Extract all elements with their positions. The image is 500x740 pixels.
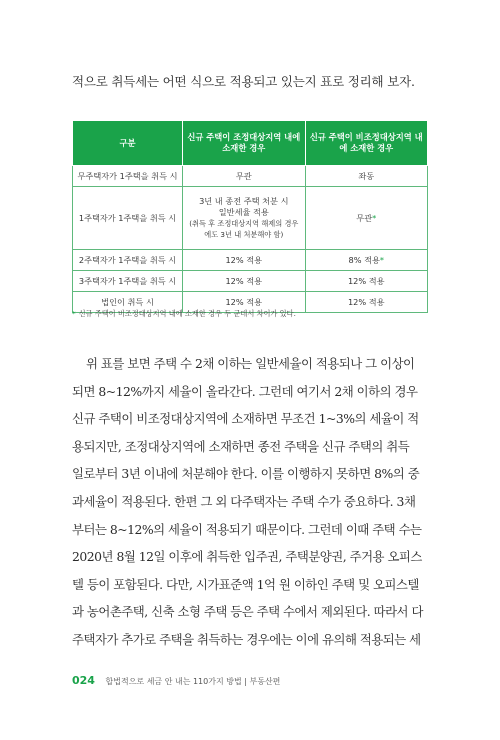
row-label: 법인이 취득 시 (73, 292, 183, 313)
table-row (73, 166, 428, 187)
body-line: 주택자가 추가로 주택을 취득하는 경우에는 이에 유의해 적용되는 세 (72, 631, 421, 647)
footnote-marker: * (72, 309, 76, 318)
footnote-text: 신규 주택이 비조정대상지역 내에 소재한 경우 두 군데서 차이가 있다. (78, 309, 296, 318)
cell-non-adjusted: 12% 적용 (305, 292, 427, 313)
acquisition-tax-table (72, 120, 428, 313)
header-adjusted-area: 신규 주택이 조정대상지역 내에 소재한 경우 (183, 121, 305, 166)
body-line: 과 농어촌주택, 신축 소형 주택 등은 주택 수에서 제외된다. 따라서 다 (72, 604, 423, 620)
footer-separator: | (244, 677, 247, 686)
page-footer (72, 674, 280, 687)
table-row (73, 250, 428, 271)
body-paragraph (72, 354, 428, 658)
table-row (73, 271, 428, 292)
cell-non-adjusted: 12% 적용 (305, 271, 427, 292)
cell-non-adjusted (305, 187, 427, 250)
cell-non-adjusted (305, 250, 427, 271)
header-non-adjusted-area: 신규 주택이 비조정대상지역 내에 소재한 경우 (305, 121, 427, 166)
page-number: 024 (72, 674, 95, 687)
intro-paragraph: 적으로 취득세는 어떤 식으로 적용되고 있는지 표로 정리해 보자. (72, 74, 415, 89)
difference-marker: * (372, 212, 377, 223)
body-line: 과세율이 적용된다. 한편 그 외 다주택자는 주택 수가 중요하다. 3채 (72, 493, 416, 509)
header-category: 구분 (73, 121, 183, 166)
row-label: 1주택자가 1주택을 취득 시 (73, 187, 183, 250)
book-title: 합법적으로 세금 안 내는 110가지 방법 (105, 677, 242, 686)
cell-value: 무관 (356, 212, 373, 223)
cell-adjusted: 12% 적용 (183, 250, 305, 271)
cell-adjusted (183, 187, 305, 250)
body-line: 텔 등이 포함된다. 다만, 시가표준액 1억 원 이하인 주택 및 오피스텔 (72, 576, 419, 592)
body-line: 용되지만, 조정대상지역에 소재하면 종전 주택을 신규 주택의 취득 (72, 438, 410, 454)
condition-line: 일반세율 적용 (218, 207, 269, 217)
cell-non-adjusted: 좌동 (305, 166, 427, 187)
table-row (73, 187, 428, 250)
body-line: 신규 주택이 비조정대상지역에 소재하면 무조건 1~3%의 세율이 적 (72, 411, 419, 427)
body-line: 되면 8~12%까지 세율이 올라간다. 그런데 여기서 2채 이하의 경우 (72, 383, 418, 399)
cell-adjusted: 12% 적용 (183, 292, 305, 313)
body-line: 위 표를 보면 주택 수 2채 이하는 일반세율이 적용되나 그 이상이 (86, 356, 415, 371)
condition-line: 3년 내 종전 주택 처분 시 (199, 196, 289, 206)
body-line: 일로부터 3년 이내에 처분해야 한다. 이를 이행하지 못하면 8%의 중 (72, 466, 420, 482)
condition-note: (취득 후 조정대상지역 해제의 경우에도 3년 내 처분해야 함) (189, 219, 299, 239)
table-header-row (73, 121, 428, 166)
row-label: 무주택자가 1주택을 취득 시 (73, 166, 183, 187)
row-label: 2주택자가 1주택을 취득 시 (73, 250, 183, 271)
difference-marker: * (379, 254, 385, 265)
table-footnote (72, 309, 296, 319)
body-line: 부터는 8~12%의 세율이 적용되기 때문이다. 그런데 이때 주택 수는 (72, 521, 422, 537)
cell-adjusted: 무관 (183, 166, 305, 187)
body-line: 2020년 8월 12일 이후에 취득한 입주권, 주택분양권, 주거용 오피스 (72, 549, 422, 565)
row-label: 3주택자가 1주택을 취득 시 (73, 271, 183, 292)
cell-value: 8% 적용 (348, 254, 380, 265)
cell-adjusted: 12% 적용 (183, 271, 305, 292)
section-name: 부동산편 (249, 677, 281, 686)
